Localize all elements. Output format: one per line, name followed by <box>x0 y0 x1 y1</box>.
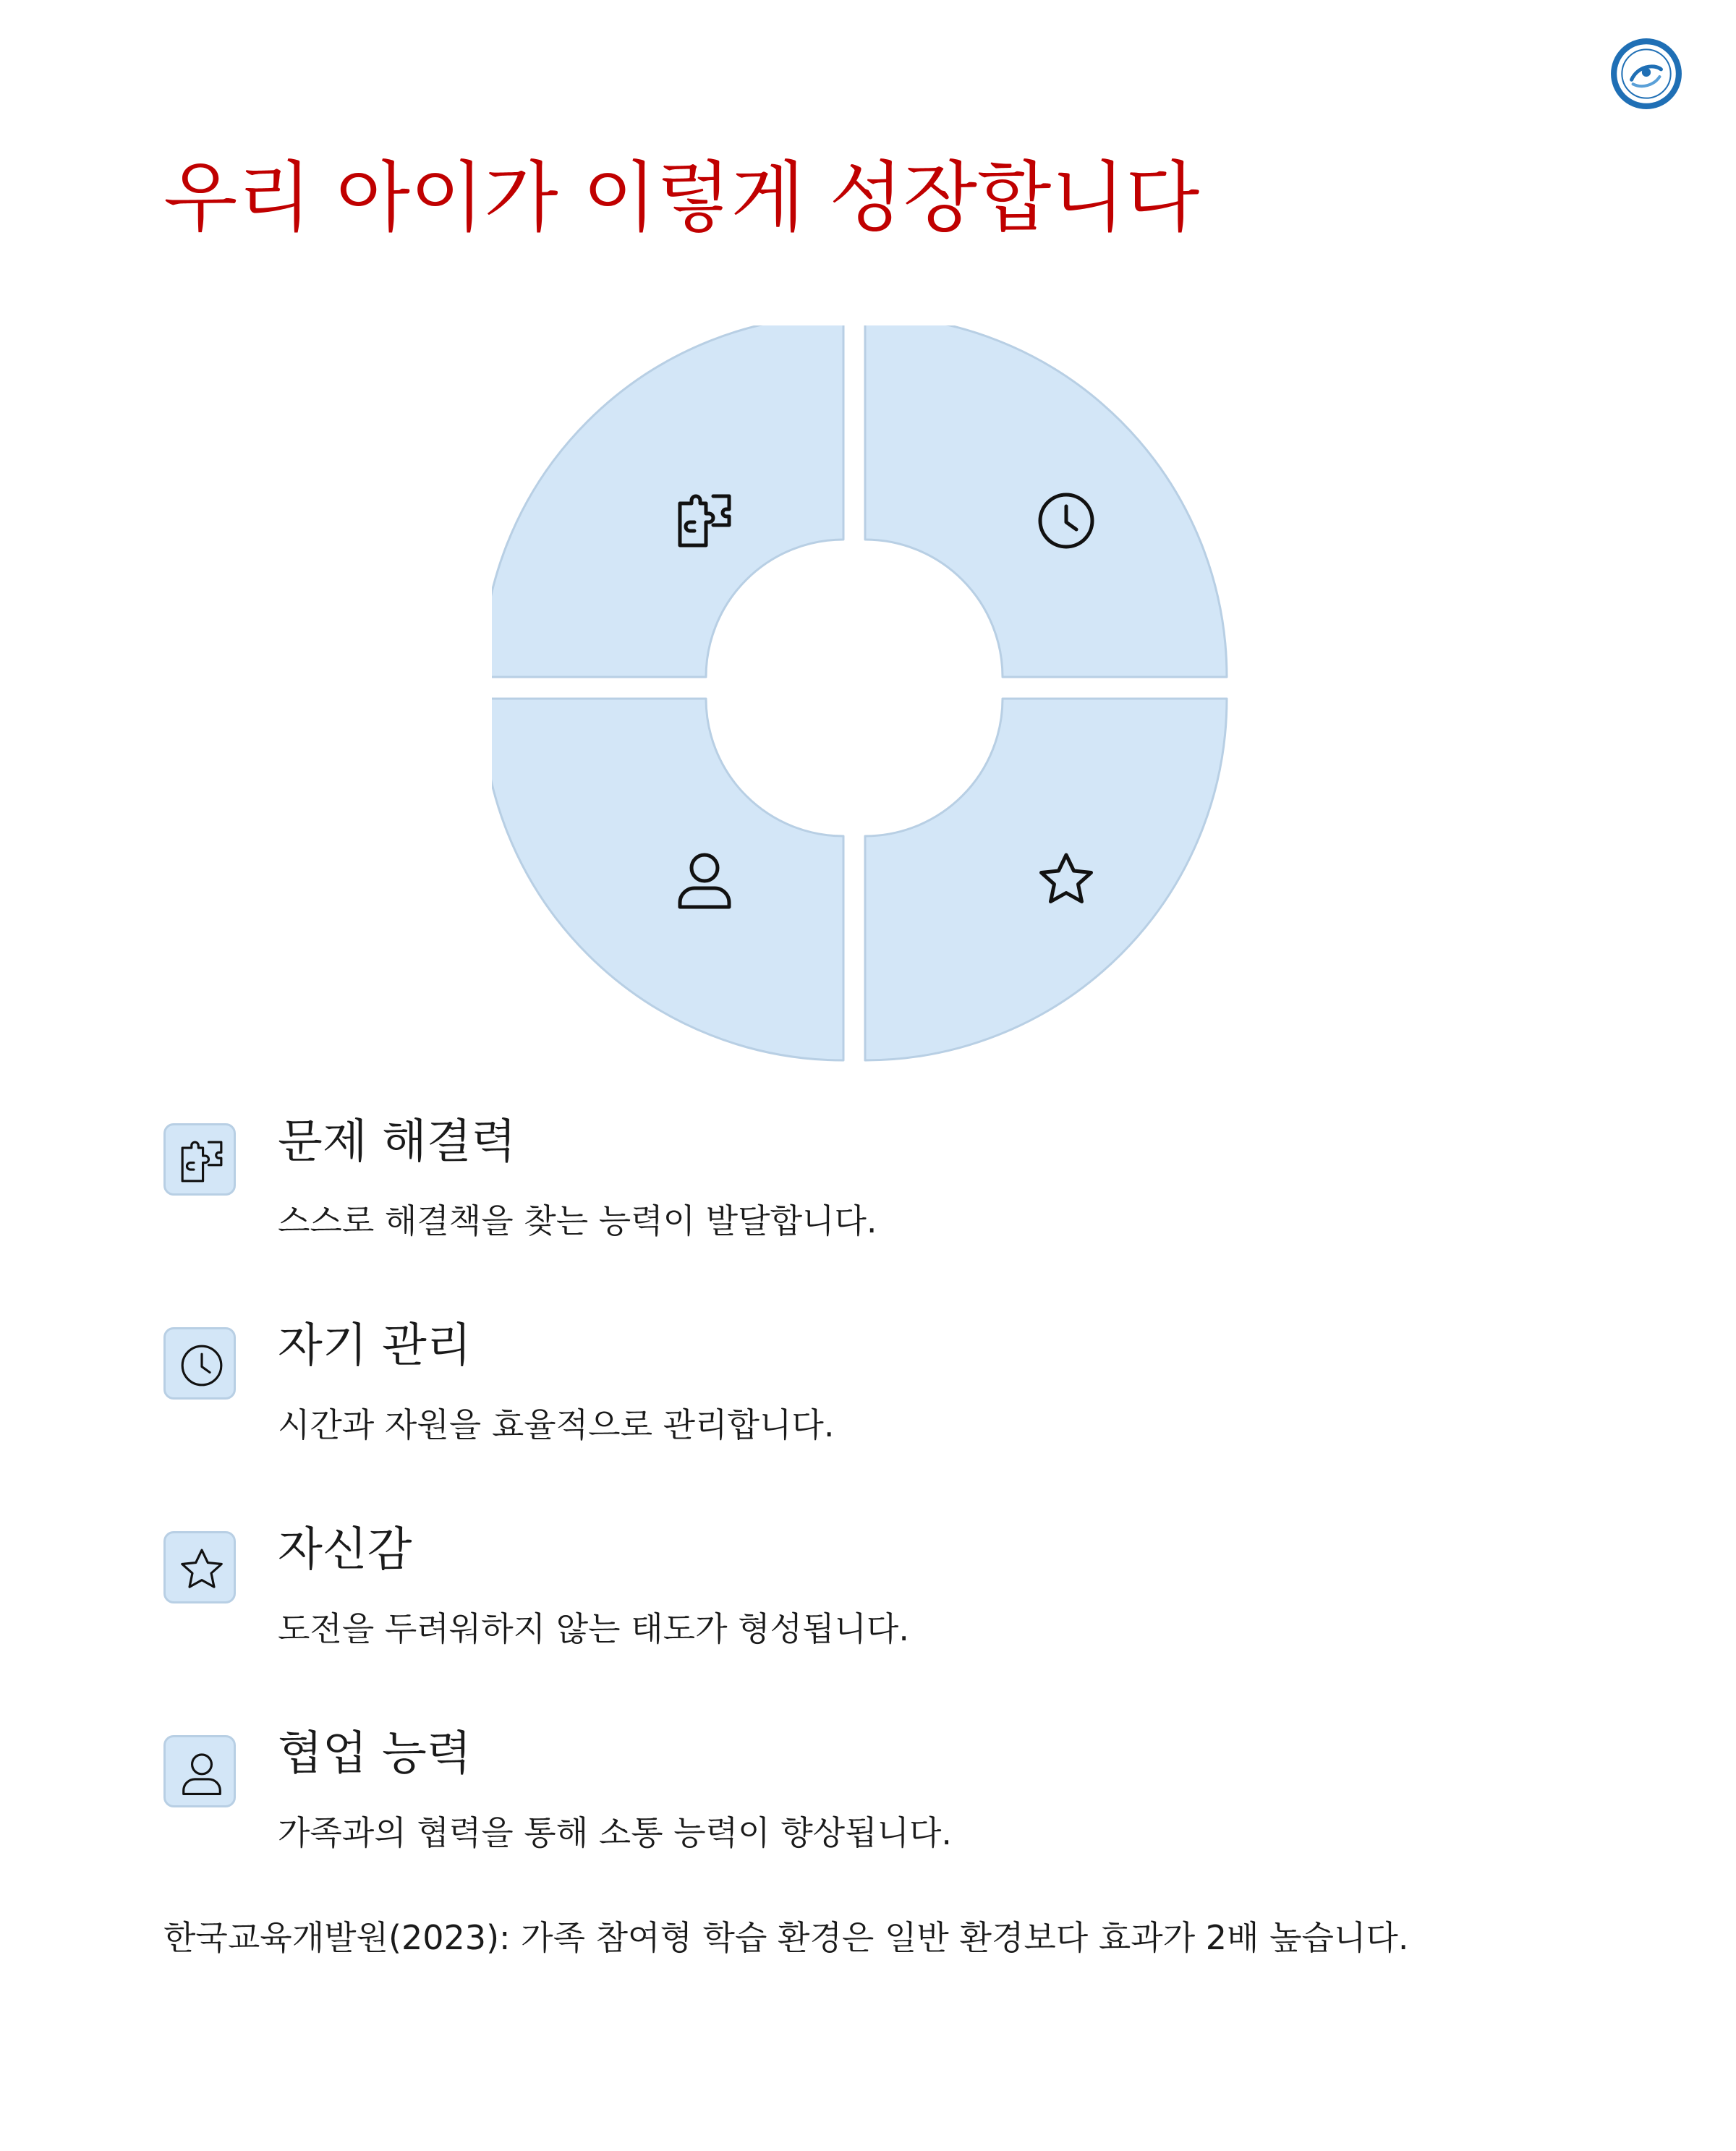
person-badge <box>163 1735 236 1807</box>
star-icon <box>180 1548 224 1591</box>
puzzle-badge <box>163 1123 236 1196</box>
segment-top-left <box>492 325 843 677</box>
item-title: 문제 해결력 <box>278 1115 516 1169</box>
clock-icon <box>180 1344 224 1387</box>
clock-badge <box>163 1327 236 1400</box>
growth-cycle-diagram <box>492 325 1237 1070</box>
item-description: 도전을 두려워하지 않는 태도가 형성됩니다. <box>278 1609 909 1648</box>
star-badge <box>163 1531 236 1603</box>
segment-top-right <box>865 325 1227 677</box>
page-title: 우리 아이가 이렇게 성장합니다 <box>163 153 1200 242</box>
source-note: 한국교육개발원(2023): 가족 참여형 학습 환경은 일반 환경보다 효과가 2배 높습니다. <box>163 1918 1409 1957</box>
item-title: 자신감 <box>278 1523 412 1577</box>
segment-bottom-left <box>492 699 843 1060</box>
institution-seal-icon <box>1609 37 1683 111</box>
item-title: 자기 관리 <box>278 1319 472 1373</box>
item-title: 협업 능력 <box>278 1727 472 1781</box>
puzzle-icon <box>180 1140 224 1183</box>
item-description: 가족과의 협력을 통해 소통 능력이 향상됩니다. <box>278 1813 953 1852</box>
person-icon <box>180 1752 224 1795</box>
segment-bottom-right <box>865 699 1227 1060</box>
item-description: 스스로 해결책을 찾는 능력이 발달합니다. <box>278 1201 877 1240</box>
item-description: 시간과 자원을 효율적으로 관리합니다. <box>278 1405 835 1444</box>
